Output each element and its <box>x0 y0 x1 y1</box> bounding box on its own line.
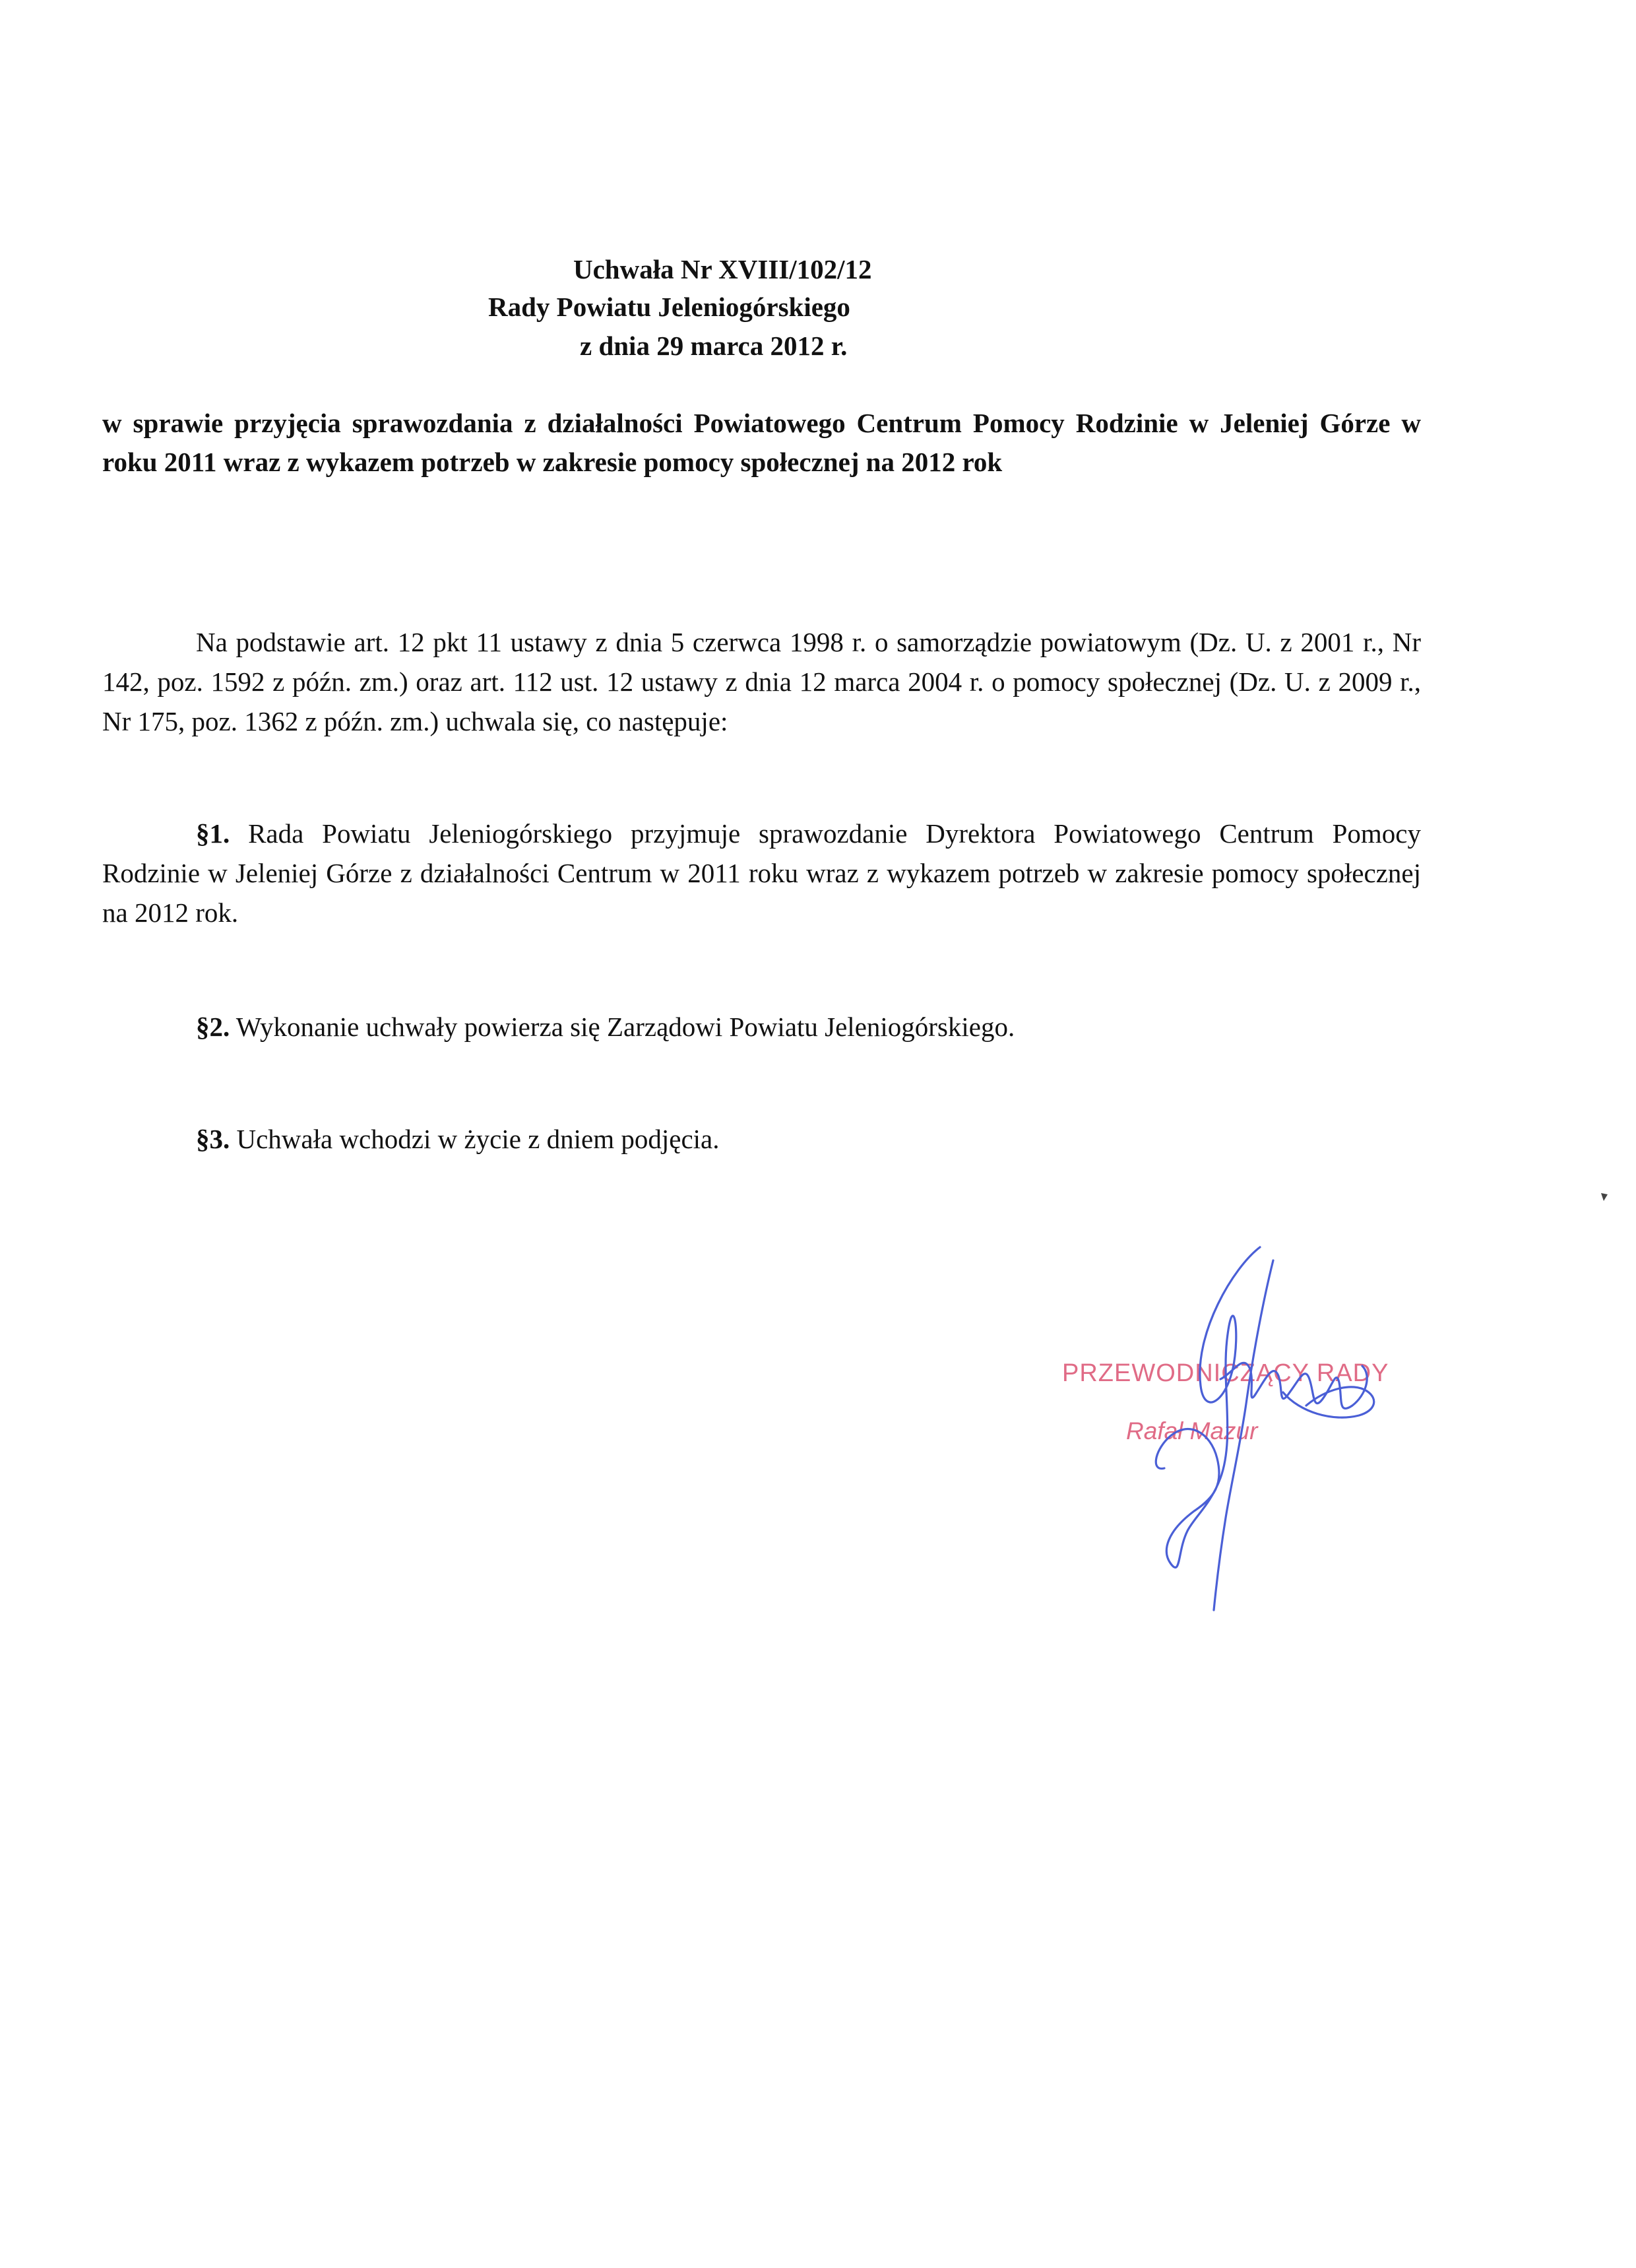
section-3-text: Uchwała wchodzi w życie z dniem podjęcia. <box>236 1124 720 1154</box>
section-3 <box>196 1126 720 1153</box>
signature-stroke-tail <box>1283 1387 1374 1417</box>
stamp-title: PRZEWODNICZĄCY RADY <box>1062 1359 1389 1387</box>
legal-basis-paragraph <box>102 622 1421 741</box>
resolution-date: z dnia 29 marca 2012 r. <box>580 331 848 361</box>
legal-basis-text: Na podstawie art. 12 pkt 11 ustawy z dnia 5 czerwca 1998 r. o samorządzie powiatowym (Dz. U. z 2001 r., Nr 142, poz. 1592 z późn. zm.) oraz art. 112 ust. 12 ustawy z dnia 12 marca 2004 r. o pomocy społecznej (Dz. U. z 2009 r., Nr 175, poz. 1362 z późn. zm.) uchwala się, co następuje: <box>102 627 1421 736</box>
handwritten-signature <box>1082 1241 1385 1623</box>
stamp-name: Rafał Mazur <box>1126 1417 1258 1444</box>
section-2-text: Wykonanie uchwały powierza się Zarządowi Powiatu Jeleniogórskiego. <box>236 1012 1015 1042</box>
section-1 <box>102 814 1421 932</box>
section-3-number: §3. <box>196 1124 230 1154</box>
scan-speck <box>1600 1192 1609 1202</box>
council-name: Rady Powiatu Jeleniogórskiego <box>488 292 850 322</box>
resolution-title: Uchwała Nr XVIII/102/12 <box>573 254 872 284</box>
signature-stroke-second <box>1214 1260 1273 1610</box>
section-2 <box>196 1014 1015 1041</box>
resolution-subject: w sprawie przyjęcia sprawozdania z działalności Powiatowego Centrum Pomocy Rodzinie w Jeleniej Górze w roku 2011 wraz z wykazem potrzeb w zakresie pomocy społecznej na 2012 rok <box>102 408 1421 477</box>
section-2-number: §2. <box>196 1012 230 1042</box>
signature-stroke-main <box>1156 1247 1260 1567</box>
section-1-number: §1. <box>196 818 230 849</box>
section-1-text: Rada Powiatu Jeleniogórskiego przyjmuje sprawozdanie Dyrektora Powiatowego Centrum Pomocy Rodzinie w Jeleniej Górze z działalności Centrum w 2011 roku wraz z wykazem potrzeb w zakresie pomocy społecznej na 2012 rok. <box>102 818 1422 928</box>
